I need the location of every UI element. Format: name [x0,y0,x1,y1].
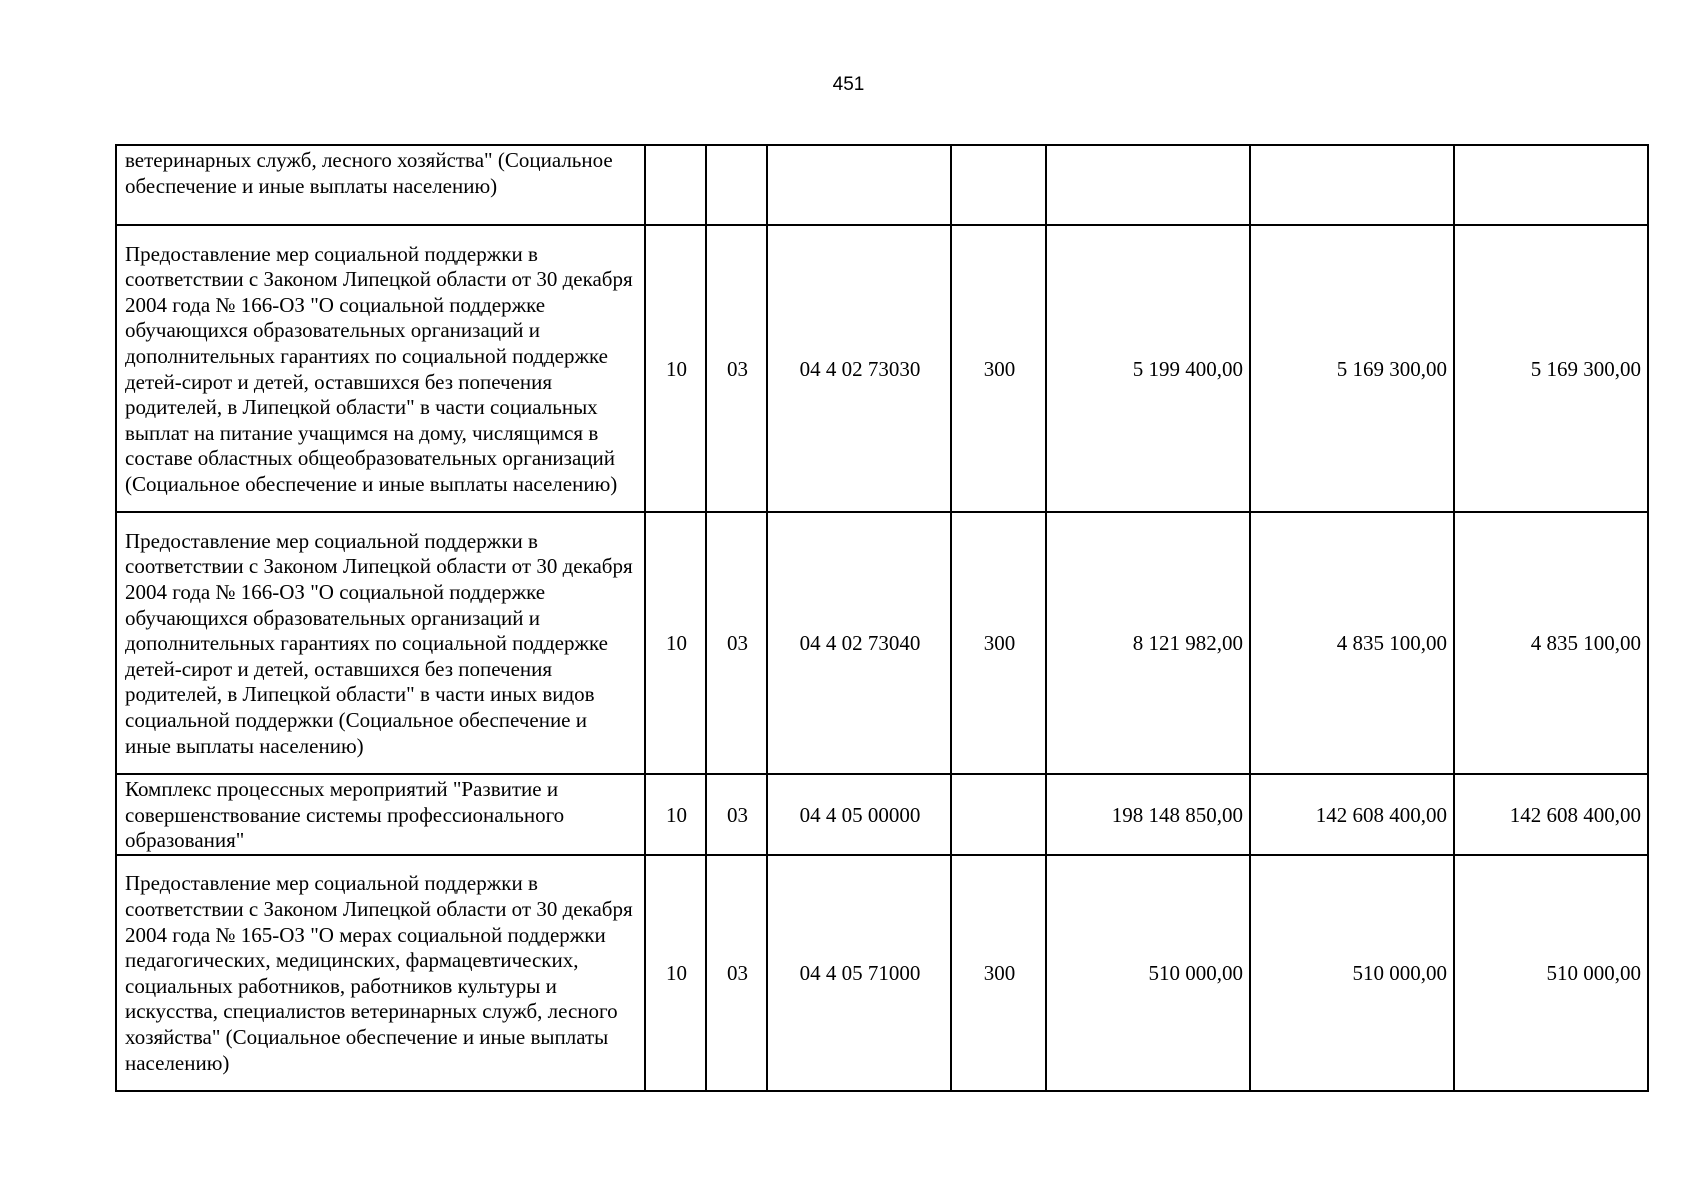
expense-type-code: 300 [951,512,1046,774]
page-number: 451 [832,74,865,95]
row-description: Комплекс процессных мероприятий "Развитие и совершенствование системы профессионального образования" [116,774,645,855]
row-description: ветеринарных служб, лесного хозяйства" (Социальное обеспечение и иные выплаты населению) [116,145,645,225]
target-item-code: 04 4 05 00000 [767,774,951,855]
subsection-code: 03 [706,225,767,512]
amount-year-2 [1250,145,1454,225]
section-code: 10 [645,774,706,855]
row-description: Предоставление мер социальной поддержки в соответствии с Законом Липецкой области от 30 декабря 2004 года № 166-ОЗ "О социальной поддержке обучающихся образовательных организаций и дополнительных гарантиях по социальной поддержке детей-сирот и детей, оставшихся без попечения родителей, в Липецкой области" в части иных видов социальной поддержки (Социальное обеспечение и иные выплаты населению) [116,512,645,774]
subsection-code [706,145,767,225]
amount-year-1: 5 199 400,00 [1046,225,1250,512]
table-row [116,855,1648,1091]
section-code: 10 [645,225,706,512]
target-item-code: 04 4 02 73040 [767,512,951,774]
row-description: Предоставление мер социальной поддержки в соответствии с Законом Липецкой области от 30 декабря 2004 года № 165-ОЗ "О мерах социальной поддержки педагогических, медицинских, фармацевтических, социальных работников, работников культуры и искусства, специалистов ветеринарных служб, лесного хозяйства" (Социальное обеспечение и иные выплаты населению) [116,855,645,1091]
expense-type-code [951,774,1046,855]
expense-type-code: 300 [951,855,1046,1091]
row-description: Предоставление мер социальной поддержки в соответствии с Законом Липецкой области от 30 декабря 2004 года № 166-ОЗ "О социальной поддержке обучающихся образовательных организаций и дополнительных гарантиях по социальной поддержке детей-сирот и детей, оставшихся без попечения родителей, в Липецкой области" в части социальных выплат на питание учащимся на дому, числящимся в составе областных общеобразовательных организаций (Социальное обеспечение и иные выплаты населению) [116,225,645,512]
table-row [116,145,1648,225]
section-code: 10 [645,512,706,774]
amount-year-1: 510 000,00 [1046,855,1250,1091]
amount-year-3: 5 169 300,00 [1454,225,1648,512]
amount-year-3: 510 000,00 [1454,855,1648,1091]
target-item-code [767,145,951,225]
expense-type-code [951,145,1046,225]
subsection-code: 03 [706,512,767,774]
target-item-code: 04 4 05 71000 [767,855,951,1091]
section-code: 10 [645,855,706,1091]
amount-year-3: 142 608 400,00 [1454,774,1648,855]
section-code [645,145,706,225]
amount-year-1: 8 121 982,00 [1046,512,1250,774]
target-item-code: 04 4 02 73030 [767,225,951,512]
amount-year-1: 198 148 850,00 [1046,774,1250,855]
amount-year-2: 142 608 400,00 [1250,774,1454,855]
subsection-code: 03 [706,855,767,1091]
amount-year-2: 510 000,00 [1250,855,1454,1091]
amount-year-2: 4 835 100,00 [1250,512,1454,774]
amount-year-3: 4 835 100,00 [1454,512,1648,774]
amount-year-1 [1046,145,1250,225]
budget-table [115,144,1649,1092]
table-row [116,774,1648,855]
expense-type-code: 300 [951,225,1046,512]
amount-year-3 [1454,145,1648,225]
table-row [116,512,1648,774]
amount-year-2: 5 169 300,00 [1250,225,1454,512]
table-row [116,225,1648,512]
subsection-code: 03 [706,774,767,855]
